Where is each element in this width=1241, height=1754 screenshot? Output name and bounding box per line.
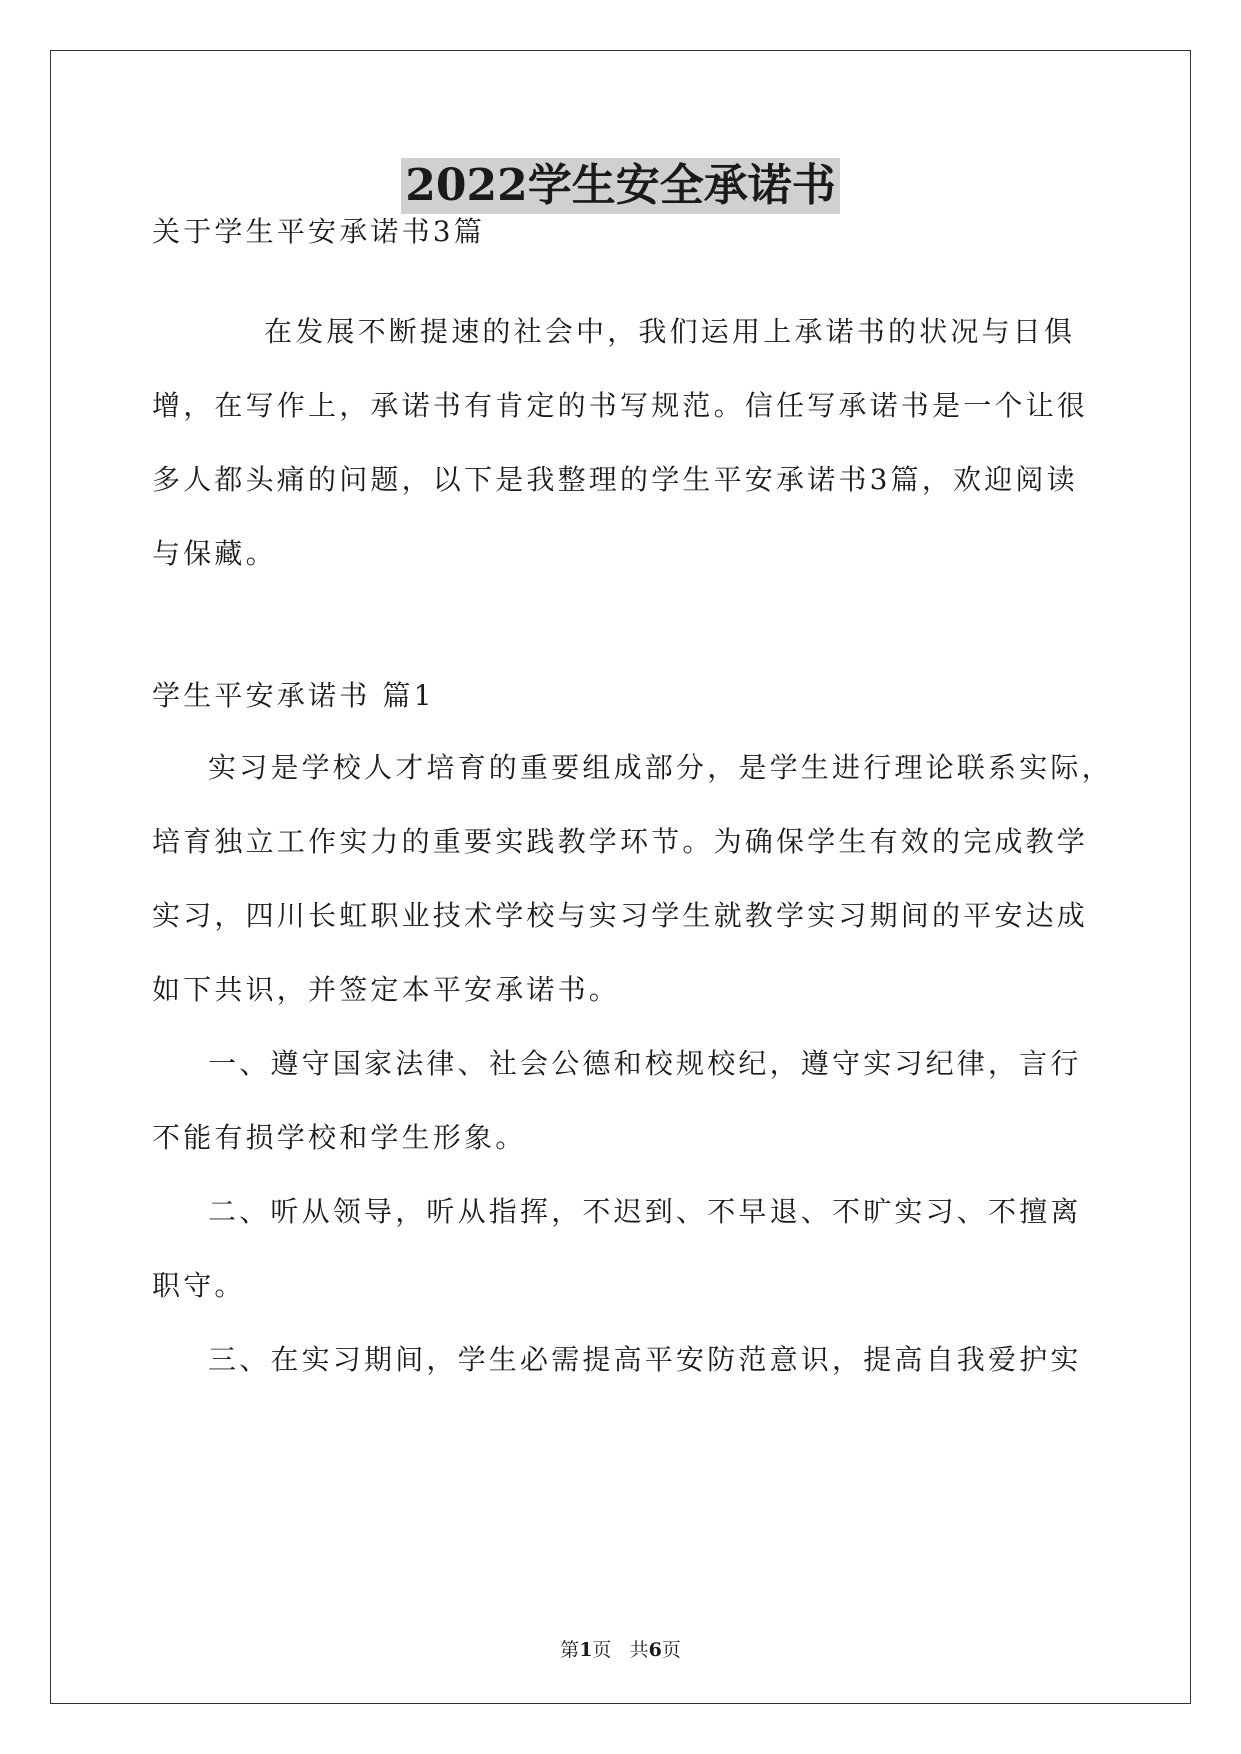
intro-line: 增，在写作上，承诺书有肯定的书写规范。信任写承诺书是一个让很	[152, 389, 1089, 422]
footer-page-word: 页	[592, 1639, 612, 1661]
page-footer	[0, 1635, 1241, 1662]
document-title: 2022学生安全承诺书	[401, 158, 839, 214]
body-line: 二、听从领导，听从指挥，不迟到、不早退、不旷实习、不擅离	[208, 1195, 1082, 1228]
footer-total-suffix: 页	[661, 1639, 681, 1661]
body-line: 三、在实习期间，学生必需提高平安防范意识，提高自我爱护实	[208, 1343, 1082, 1376]
title-container	[0, 158, 1241, 214]
section-heading: 学生平安承诺书 篇1	[152, 679, 435, 712]
footer-current-page: 1	[579, 1639, 593, 1661]
intro-line: 多人都头痛的问题，以下是我整理的学生平安承诺书3篇，欢迎阅读	[152, 463, 1078, 496]
body-line: 职守。	[152, 1269, 246, 1302]
subtitle: 关于学生平安承诺书3篇	[152, 215, 486, 248]
body-line: 一、遵守国家法律、社会公德和校规校纪，遵守实习纪律，言行	[208, 1047, 1082, 1080]
footer-total-pages: 6	[648, 1639, 662, 1661]
page-border	[50, 50, 1191, 1704]
body-line: 实习，四川长虹职业技术学校与实习学生就教学实习期间的平安达成	[152, 899, 1089, 932]
body-line: 实习是学校人才培育的重要组成部分，是学生进行理论联系实际，	[208, 751, 1113, 784]
body-line: 培育独立工作实力的重要实践教学环节。为确保学生有效的完成教学	[152, 825, 1089, 858]
body-line: 不能有损学校和学生形象。	[152, 1121, 527, 1154]
intro-line: 与保藏。	[152, 537, 277, 570]
footer-total-prefix: 共	[629, 1639, 649, 1661]
intro-line: 在发展不断提速的社会中，我们运用上承诺书的状况与日俱	[264, 315, 1076, 348]
body-line: 如下共识，并签定本平安承诺书。	[152, 973, 621, 1006]
footer-page-prefix: 第	[560, 1639, 580, 1661]
